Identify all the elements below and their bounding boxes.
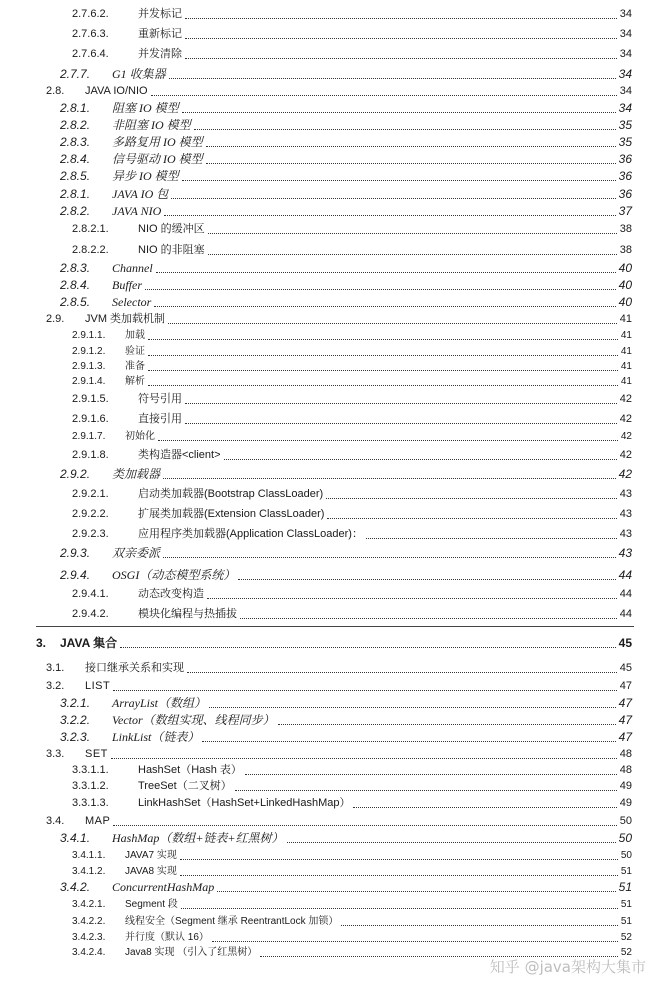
toc-entry-page: 51 bbox=[620, 899, 632, 910]
toc-entry-number: 2.9.1.3. bbox=[72, 361, 106, 372]
dot-leader bbox=[207, 598, 617, 599]
dot-leader bbox=[366, 538, 617, 539]
toc-entry[interactable] bbox=[0, 695, 664, 712]
toc-entry[interactable] bbox=[0, 660, 664, 677]
toc-entry-page: 41 bbox=[620, 361, 632, 372]
dot-leader bbox=[181, 908, 618, 909]
toc-entry-page: 41 bbox=[620, 346, 632, 357]
toc-entry-page: 43 bbox=[618, 546, 632, 560]
toc-entry-page: 43 bbox=[619, 528, 632, 540]
dot-leader bbox=[185, 58, 617, 59]
dot-leader bbox=[148, 370, 618, 371]
dot-leader bbox=[208, 254, 617, 255]
toc-entry[interactable] bbox=[0, 913, 664, 930]
toc-entry[interactable] bbox=[0, 795, 664, 812]
toc-entry-title: 直接引用 bbox=[138, 413, 182, 425]
toc-entry-title: 类加载器 bbox=[112, 467, 161, 481]
toc-entry[interactable] bbox=[0, 830, 664, 847]
toc-entry-page: 42 bbox=[619, 413, 632, 425]
toc-entry[interactable] bbox=[0, 847, 664, 864]
toc-entry-page: 47 bbox=[618, 696, 632, 710]
toc-entry-title: 模块化编程与热插拔 bbox=[138, 608, 237, 620]
dot-leader bbox=[353, 807, 616, 808]
toc-entry-page: 47 bbox=[618, 730, 632, 744]
dot-leader bbox=[163, 478, 616, 479]
dot-leader bbox=[212, 941, 618, 942]
toc-entry-number: 2.8.1. bbox=[60, 187, 91, 201]
toc-entry-title: 验证 bbox=[125, 346, 145, 357]
toc-entry-page: 42 bbox=[619, 449, 632, 461]
dot-leader bbox=[154, 306, 615, 307]
toc-entry-title: 初始化 bbox=[125, 431, 155, 442]
dot-leader bbox=[111, 758, 617, 759]
toc-entry-page: 38 bbox=[619, 244, 632, 256]
toc-entry-number: 2.8.2. bbox=[60, 118, 91, 132]
toc-entry[interactable] bbox=[0, 221, 664, 238]
toc-entry[interactable] bbox=[0, 373, 664, 390]
toc-entry-number: 2.9.4.2. bbox=[72, 608, 109, 620]
toc-entry-title: Buffer bbox=[112, 278, 142, 292]
toc-entry-page: 44 bbox=[619, 588, 632, 600]
toc-entry[interactable] bbox=[0, 327, 664, 344]
dot-leader bbox=[156, 272, 616, 273]
watermark: 知乎 @java架构大集市 bbox=[489, 958, 646, 976]
toc-entry-number: 2.8.4. bbox=[60, 278, 91, 292]
toc-entry[interactable] bbox=[0, 411, 664, 428]
toc-entry-page: 51 bbox=[620, 916, 632, 927]
dot-leader bbox=[194, 129, 616, 130]
toc-entry[interactable] bbox=[0, 6, 664, 23]
toc-entry-page: 43 bbox=[619, 488, 632, 500]
toc-entry-page: 47 bbox=[618, 713, 632, 727]
toc-entry-title: 接口继承关系和实现 bbox=[85, 662, 184, 674]
toc-entry-number: 2.8.2.1. bbox=[72, 223, 109, 235]
toc-entry[interactable] bbox=[0, 117, 664, 134]
toc-entry[interactable] bbox=[0, 813, 664, 830]
toc-entry-title: 非阻塞 IO 模型 bbox=[112, 118, 191, 132]
toc-entry-number: 3.3.1.1. bbox=[72, 764, 109, 776]
toc-entry[interactable] bbox=[0, 486, 664, 503]
toc-entry[interactable] bbox=[0, 151, 664, 168]
toc-entry-page: 48 bbox=[619, 764, 632, 776]
dot-leader bbox=[341, 925, 617, 926]
toc-entry-title: 异步 IO 模型 bbox=[112, 169, 179, 183]
dot-leader bbox=[151, 95, 617, 96]
toc-entry[interactable] bbox=[0, 778, 664, 795]
toc-entry-title: 并行度（默认 16） bbox=[125, 932, 209, 943]
toc-entry[interactable] bbox=[0, 428, 664, 445]
toc-entry-number: 3.1. bbox=[46, 662, 65, 674]
dot-leader bbox=[327, 518, 616, 519]
toc-entry[interactable] bbox=[0, 567, 664, 584]
toc-entry-title: 多路复用 IO 模型 bbox=[112, 135, 203, 149]
toc-entry-page: 36 bbox=[618, 187, 632, 201]
toc-entry-number: 2.9.1.2. bbox=[72, 346, 106, 357]
toc-entry-title: LinkList（链表） bbox=[112, 730, 200, 744]
toc-entry[interactable] bbox=[0, 526, 664, 543]
toc-entry-number: 2.8.2. bbox=[60, 204, 91, 218]
toc-entry-number: 2.8.5. bbox=[60, 295, 91, 309]
toc-entry-number: 2.9.2.3. bbox=[72, 528, 109, 540]
toc-entry-title: 重新标记 bbox=[138, 28, 182, 40]
toc-entry-number: 3.3. bbox=[46, 748, 65, 760]
toc-entry-number: 2.9.4. bbox=[60, 568, 91, 582]
toc-entry-title: TreeSet（二叉树） bbox=[138, 780, 232, 792]
toc-entry-number: 2.9.2.1. bbox=[72, 488, 109, 500]
toc-entry-title: Java8 实现 （引入了红黑树） bbox=[125, 947, 258, 958]
dot-leader bbox=[158, 440, 618, 441]
toc-entry[interactable] bbox=[0, 896, 664, 913]
dot-leader bbox=[180, 875, 618, 876]
toc-entry[interactable] bbox=[0, 545, 664, 562]
dot-leader bbox=[120, 647, 616, 648]
toc-entry[interactable] bbox=[0, 391, 664, 408]
toc-entry-title: 并发清除 bbox=[138, 48, 182, 60]
dot-leader bbox=[148, 385, 618, 386]
toc-entry-title: NIO 的缓冲区 bbox=[138, 223, 205, 235]
toc-entry-page: 49 bbox=[619, 797, 632, 809]
dot-leader bbox=[326, 498, 617, 499]
toc-entry-number: 2.9.3. bbox=[60, 546, 91, 560]
toc-entry-page: 52 bbox=[620, 932, 632, 943]
toc-entry-page: 35 bbox=[618, 135, 632, 149]
toc-entry-page: 34 bbox=[618, 67, 632, 81]
toc-entry-number: 3.4.1.2. bbox=[72, 866, 106, 877]
toc-entry-page: 36 bbox=[618, 169, 632, 183]
dot-leader bbox=[145, 289, 616, 290]
dot-leader bbox=[187, 672, 617, 673]
toc-entry-number: 2.8.3. bbox=[60, 261, 91, 275]
toc-entry[interactable] bbox=[0, 506, 664, 523]
toc-entry[interactable] bbox=[0, 586, 664, 603]
dot-leader bbox=[287, 842, 616, 843]
toc-entry-page: 38 bbox=[619, 223, 632, 235]
toc-entry-title: 线程安全（Segment 继承 ReentrantLock 加锁） bbox=[125, 916, 339, 927]
toc-entry-title: Selector bbox=[112, 295, 152, 309]
toc-entry-page: 48 bbox=[619, 748, 632, 760]
toc-entry-page: 41 bbox=[620, 330, 632, 341]
toc-entry-page: 44 bbox=[619, 608, 632, 620]
toc-entry-title: ConcurrentHashMap bbox=[112, 880, 215, 894]
toc-entry-number: 3.2.1. bbox=[60, 696, 91, 710]
toc-entry-number: 3.4.2. bbox=[60, 880, 91, 894]
dot-leader bbox=[169, 78, 616, 79]
dot-leader bbox=[148, 355, 618, 356]
toc-entry-title: 符号引用 bbox=[138, 393, 182, 405]
toc-entry[interactable] bbox=[0, 203, 664, 220]
toc-entry-page: 34 bbox=[619, 8, 632, 20]
toc-entry[interactable] bbox=[0, 635, 664, 652]
toc-entry-number: 3.2. bbox=[46, 680, 65, 692]
section-divider bbox=[36, 626, 634, 627]
dot-leader bbox=[113, 690, 617, 691]
toc-entry-number: 3.4.2.2. bbox=[72, 916, 106, 927]
toc-entry-title: 双亲委派 bbox=[112, 546, 161, 560]
toc-entry-title: 并发标记 bbox=[138, 8, 182, 20]
toc-entry[interactable] bbox=[0, 26, 664, 43]
toc-entry-page: 42 bbox=[618, 467, 632, 481]
toc-entry-number: 3.3.1.3. bbox=[72, 797, 109, 809]
toc-entry-page: 44 bbox=[618, 568, 632, 582]
dot-leader bbox=[180, 859, 618, 860]
toc-entry[interactable] bbox=[0, 168, 664, 185]
toc-entry[interactable] bbox=[0, 186, 664, 203]
dot-leader bbox=[240, 618, 617, 619]
toc-entry-title: 准备 bbox=[125, 361, 145, 372]
toc-entry-title: LinkHashSet（HashSet+LinkedHashMap） bbox=[138, 797, 351, 809]
toc-entry-page: 50 bbox=[620, 850, 632, 861]
dot-leader bbox=[209, 707, 616, 708]
toc-entry[interactable] bbox=[0, 277, 664, 294]
toc-entry-page: 41 bbox=[620, 376, 632, 387]
toc-entry-number: 2.7.6.4. bbox=[72, 48, 109, 60]
toc-entry-title: 应用程序类加载器(Application ClassLoader)： bbox=[138, 528, 363, 540]
toc-entry-page: 40 bbox=[618, 295, 632, 309]
toc-entry-number: 2.9.1.7. bbox=[72, 431, 106, 442]
dot-leader bbox=[224, 459, 617, 460]
toc-entry-title: OSGI（动态模型系统） bbox=[112, 568, 236, 582]
toc-entry[interactable] bbox=[0, 606, 664, 623]
toc-entry-title: Channel bbox=[112, 261, 153, 275]
toc-entry-title: HashMap（数组+链表+红黑树） bbox=[112, 831, 284, 845]
toc-entry-title: JAVA IO 包 bbox=[112, 187, 169, 201]
toc-entry-page: 42 bbox=[620, 431, 632, 442]
toc-entry-title: 启动类加载器(Bootstrap ClassLoader) bbox=[138, 488, 324, 500]
toc-entry[interactable] bbox=[0, 46, 664, 63]
toc-entry-number: 3.4.1. bbox=[60, 831, 91, 845]
toc-entry[interactable] bbox=[0, 863, 664, 880]
dot-leader bbox=[235, 790, 617, 791]
toc-entry[interactable] bbox=[0, 762, 664, 779]
toc-entry[interactable] bbox=[0, 311, 664, 328]
toc-entry[interactable] bbox=[0, 879, 664, 896]
dot-leader bbox=[202, 741, 615, 742]
dot-leader bbox=[185, 403, 617, 404]
toc-entry-number: 2.9.1.5. bbox=[72, 393, 109, 405]
toc-entry-number: 2.8. bbox=[46, 85, 65, 97]
toc-entry-title: JAVA NIO bbox=[112, 204, 162, 218]
toc-entry-number: 2.9.1.1. bbox=[72, 330, 106, 341]
toc-entry[interactable] bbox=[0, 260, 664, 277]
toc-entry-title: Vector（数组实现、线程同步） bbox=[112, 713, 275, 727]
toc-entry-number: 2.7.7. bbox=[60, 67, 91, 81]
toc-entry-title: G1 收集器 bbox=[112, 67, 166, 81]
toc-entry-number: 3.4.2.4. bbox=[72, 947, 106, 958]
dot-leader bbox=[245, 774, 617, 775]
toc-entry-title: NIO 的非阻塞 bbox=[138, 244, 205, 256]
toc-entry-number: 2.7.6.3. bbox=[72, 28, 109, 40]
toc-entry-page: 41 bbox=[619, 313, 632, 325]
toc-entry-title: Segment 段 bbox=[125, 899, 178, 910]
toc-entry-title: JAVA8 实现 bbox=[125, 866, 177, 877]
toc-entry-title: ArrayList（数组） bbox=[112, 696, 207, 710]
dot-leader bbox=[208, 233, 617, 234]
toc-entry[interactable] bbox=[0, 746, 664, 763]
toc-entry-page: 45 bbox=[618, 636, 632, 650]
toc-entry-page: 36 bbox=[618, 152, 632, 166]
toc-entry-title: HashSet（Hash 表） bbox=[138, 764, 242, 776]
dot-leader bbox=[206, 146, 616, 147]
toc-entry-number: 2.9. bbox=[46, 313, 65, 325]
toc-entry-page: 50 bbox=[619, 815, 632, 827]
dot-leader bbox=[182, 180, 616, 181]
toc-entry-page: 47 bbox=[619, 680, 632, 692]
toc-entry-number: 2.9.1.6. bbox=[72, 413, 109, 425]
toc-entry-title: SET bbox=[85, 748, 108, 760]
dot-leader bbox=[278, 724, 616, 725]
toc-entry-number: 2.9.4.1. bbox=[72, 588, 109, 600]
toc-entry-page: 51 bbox=[620, 866, 632, 877]
toc-entry-number: 2.9.2.2. bbox=[72, 508, 109, 520]
toc-entry-title: JAVA 集合 bbox=[60, 636, 118, 650]
toc-entry-title: 扩展类加载器(Extension ClassLoader) bbox=[138, 508, 325, 520]
dot-leader bbox=[206, 163, 616, 164]
toc-entry-title: JAVA7 实现 bbox=[125, 850, 177, 861]
toc-entry-number: 2.8.3. bbox=[60, 135, 91, 149]
dot-leader bbox=[148, 339, 618, 340]
toc-entry[interactable] bbox=[0, 678, 664, 695]
toc-entry-page: 34 bbox=[619, 85, 632, 97]
toc-entry-number: 3.4.2.1. bbox=[72, 899, 106, 910]
toc-entry-page: 50 bbox=[618, 831, 632, 845]
toc-entry-number: 2.8.2.2. bbox=[72, 244, 109, 256]
toc-entry-number: 3.4. bbox=[46, 815, 65, 827]
toc-entry[interactable] bbox=[0, 242, 664, 259]
toc-entry-page: 42 bbox=[619, 393, 632, 405]
dot-leader bbox=[182, 112, 616, 113]
toc-entry-number: 3.2.2. bbox=[60, 713, 91, 727]
toc-entry-page: 51 bbox=[618, 880, 632, 894]
dot-leader bbox=[185, 38, 617, 39]
toc-entry-page: 35 bbox=[618, 118, 632, 132]
dot-leader bbox=[185, 423, 617, 424]
toc-entry-title: 加载 bbox=[125, 330, 145, 341]
dot-leader bbox=[238, 579, 615, 580]
toc-entry-title: JAVA IO/NIO bbox=[85, 85, 148, 97]
toc-entry[interactable] bbox=[0, 66, 664, 83]
toc-entry-number: 2.9.1.8. bbox=[72, 449, 109, 461]
dot-leader bbox=[185, 18, 617, 19]
toc-entry-page: 52 bbox=[620, 947, 632, 958]
toc-entry-number: 3.3.1.2. bbox=[72, 780, 109, 792]
toc-entry-page: 45 bbox=[619, 662, 632, 674]
toc-entry-title: 阻塞 IO 模型 bbox=[112, 101, 179, 115]
dot-leader bbox=[168, 323, 617, 324]
toc-entry-page: 43 bbox=[619, 508, 632, 520]
toc-entry-number: 2.9.2. bbox=[60, 467, 91, 481]
toc-entry[interactable] bbox=[0, 100, 664, 117]
toc-entry-page: 40 bbox=[618, 278, 632, 292]
toc-entry-number: 2.8.5. bbox=[60, 169, 91, 183]
toc-entry-page: 34 bbox=[618, 101, 632, 115]
toc-entry-number: 3. bbox=[36, 636, 47, 650]
toc-entry-page: 34 bbox=[619, 48, 632, 60]
toc-entry-title: 类构造器<client> bbox=[138, 449, 221, 461]
dot-leader bbox=[217, 891, 615, 892]
toc-entry-title: MAP bbox=[85, 815, 111, 827]
dot-leader bbox=[171, 198, 615, 199]
toc-entry-number: 2.8.1. bbox=[60, 101, 91, 115]
toc-entry-number: 3.4.2.3. bbox=[72, 932, 106, 943]
toc-entry-page: 37 bbox=[618, 204, 632, 218]
toc-entry[interactable] bbox=[0, 466, 664, 483]
toc-entry[interactable] bbox=[0, 83, 664, 100]
toc-entry-page: 49 bbox=[619, 780, 632, 792]
toc-entry-title: 动态改变构造 bbox=[138, 588, 204, 600]
toc-entry[interactable] bbox=[0, 134, 664, 151]
toc-entry-number: 2.7.6.2. bbox=[72, 8, 109, 20]
dot-leader bbox=[163, 557, 616, 558]
toc-entry[interactable] bbox=[0, 712, 664, 729]
toc-entry[interactable] bbox=[0, 729, 664, 746]
toc-entry-title: 信号驱动 IO 模型 bbox=[112, 152, 203, 166]
toc-entry-title: LIST bbox=[85, 680, 111, 692]
toc-entry[interactable] bbox=[0, 447, 664, 464]
toc-entry-number: 3.4.1.1. bbox=[72, 850, 106, 861]
dot-leader bbox=[164, 215, 615, 216]
dot-leader bbox=[113, 825, 616, 826]
toc-entry-number: 2.9.1.4. bbox=[72, 376, 106, 387]
toc-entry-number: 3.2.3. bbox=[60, 730, 91, 744]
toc-entry-title: JVM 类加载机制 bbox=[85, 313, 166, 325]
toc-entry-page: 40 bbox=[618, 261, 632, 275]
toc-entry-number: 2.8.4. bbox=[60, 152, 91, 166]
toc-entry[interactable] bbox=[0, 294, 664, 311]
toc-entry-title: 解析 bbox=[125, 376, 145, 387]
toc-entry-page: 34 bbox=[619, 28, 632, 40]
